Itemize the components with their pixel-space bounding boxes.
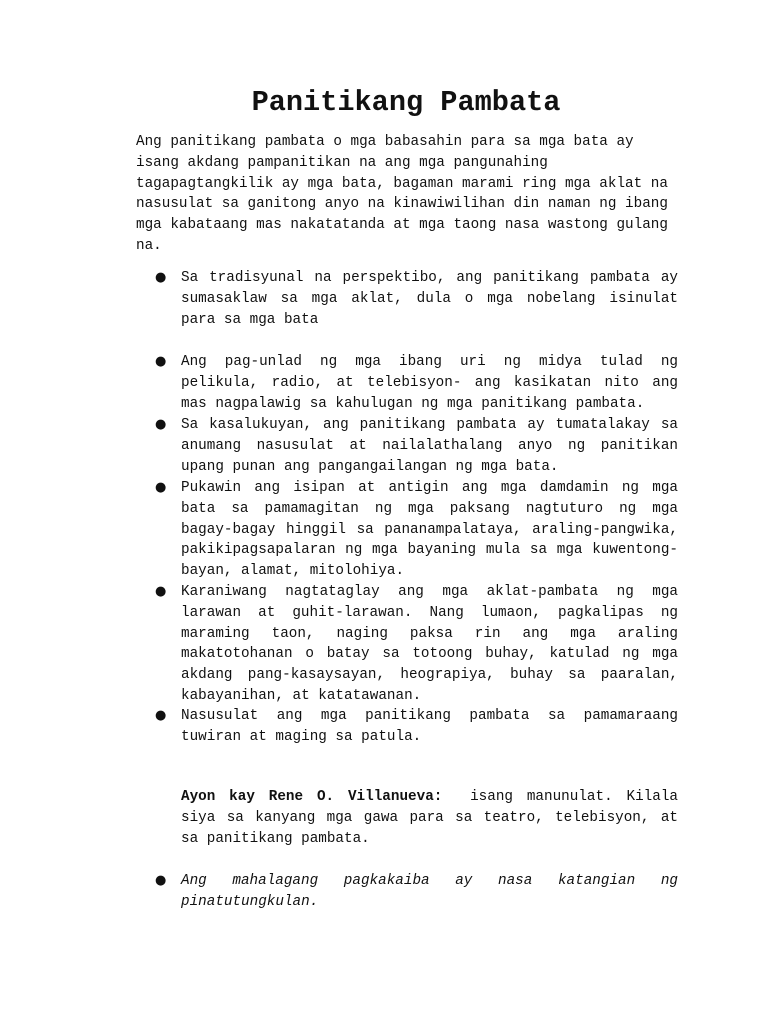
- bullet-item: [155, 478, 678, 582]
- quote-text: isang manunulat. Kilala siya sa kanyang mga gawa para sa teatro, telebisyon, at sa panitikang pambata.: [181, 789, 678, 847]
- bullet-text: Karaniwang nagtataglay ang mga aklat-pambata ng mga larawan at guhit-larawan. Nang lumaon, pagkalipas ng maraming taon, naging paksa rin ang mga araling makatotohanan o batay sa totoong buhay, katulad ng mga akdang pang-kasaysayan, heograpiya, buhay sa paaralan, kabayanihan, at katatawanan.: [181, 584, 678, 704]
- bullet-icon: ●: [155, 584, 167, 599]
- bullet-text: Sa kasalukuyan, ang panitikang pambata ay tumatalakay sa anumang nasusulat at nailalathalang anyo ng panitikan upang punan ang pangangailangan ng mga bata.: [181, 417, 678, 475]
- bullet-icon: ●: [155, 480, 167, 495]
- quote-author: Ayon kay Rene O. Villanueva:: [181, 789, 443, 805]
- bullet-text: Ang pag-unlad ng mga ibang uri ng midya tulad ng pelikula, radio, at telebisyon- ang kasikatan nito ang mas nagpalawig sa kahulugan ng mga panitikang pambata.: [181, 354, 678, 412]
- bullet-item: [155, 415, 678, 477]
- bullet-item: [155, 268, 678, 330]
- emphasis-bullet: [155, 871, 678, 913]
- quote-paragraph: [181, 787, 678, 849]
- bullet-item: [155, 352, 678, 414]
- bullet-text: Sa tradisyunal na perspektibo, ang panitikang pambata ay sumasaklaw sa mga aklat, dula o mga nobelang isinulat para sa mga bata: [181, 270, 678, 328]
- bullet-text: Nasusulat ang mga panitikang pambata sa pamamaraang tuwiran at maging sa patula.: [181, 708, 678, 745]
- emphasis-text: Ang mahalagang pagkakaiba ay nasa katangian ng pinatutungkulan.: [181, 873, 678, 910]
- bullet-item: [155, 582, 678, 707]
- document-title: Panitikang Pambata: [251, 86, 561, 119]
- bullet-item: [155, 706, 678, 748]
- bullet-icon: ●: [155, 873, 167, 888]
- bullet-text: Pukawin ang isipan at antigin ang mga damdamin ng mga bata sa pamamagitan ng mga paksang nagtuturo ng mga bagay-bagay hinggil sa pananampalataya, araling-pangwika, pakikipagsapalaran ng mga bayaning mula sa mga kuwentong-bayan, alamat, mitolohiya.: [181, 480, 678, 580]
- intro-paragraph: Ang panitikang pambata o mga babasahin para sa mga bata ay isang akdang pampanitikan na ang mga pangunahing tagapagtangkilik ay mga bata, bagaman marami ring mga aklat na nasusulat sa ganitong anyo na kinawiwilihan din naman ng ibang mga kabataang mas nakatatanda at mga taong nasa wastong gulang na.: [136, 134, 668, 254]
- bullet-icon: ●: [155, 708, 167, 723]
- bullet-icon: ●: [155, 270, 167, 285]
- bullet-icon: ●: [155, 417, 167, 432]
- bullet-icon: ●: [155, 354, 167, 369]
